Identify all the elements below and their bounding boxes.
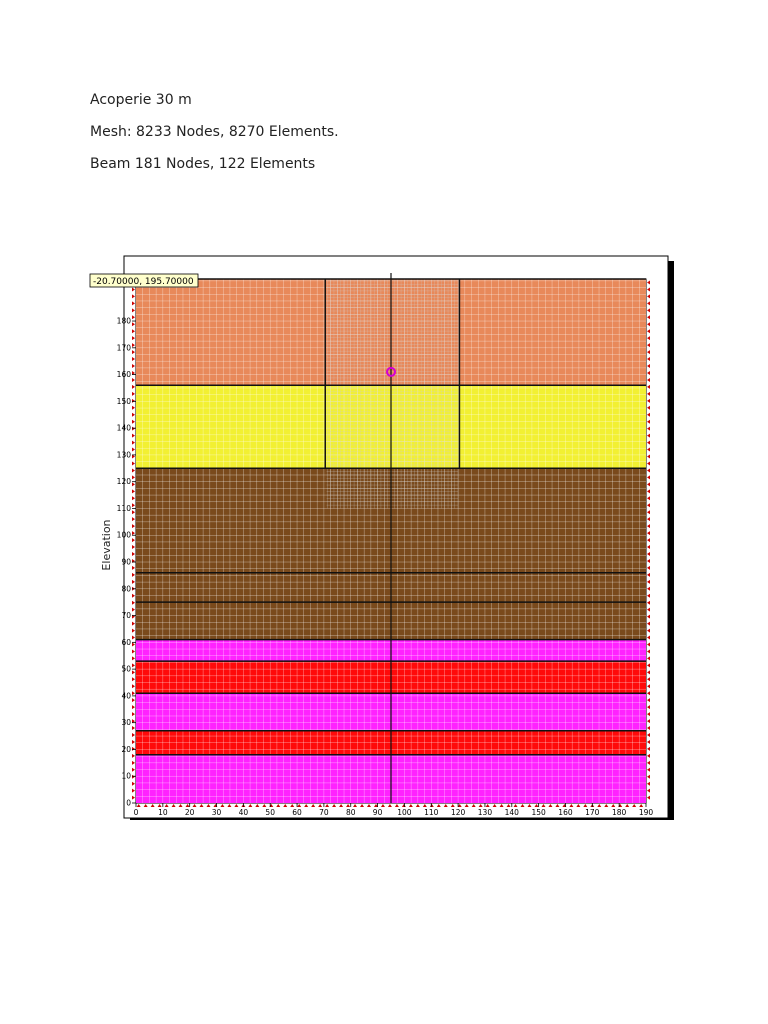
x-tick-label: 190 [638,808,654,817]
x-tick-label: 60 [292,808,302,817]
x-tick-label: 40 [238,808,249,817]
x-tick-label: 50 [265,808,275,817]
x-tick-label: 170 [585,808,600,817]
y-tick-label: 10 [121,771,131,781]
caption-mesh-info: Mesh: 8233 Nodes, 8270 Elements. [90,124,339,140]
x-tick-label: 140 [504,808,519,817]
caption-beam-info: Beam 181 Nodes, 122 Elements [90,156,316,172]
y-tick-label: 80 [121,584,131,594]
x-tick-label: 160 [558,808,573,817]
x-tick-label: 180 [611,808,627,817]
y-tick-label: 120 [116,477,131,487]
caption-title: Acoperie 30 m [90,92,192,108]
x-tick-label: 120 [450,808,466,817]
y-tick-label: 180 [116,316,131,326]
y-tick-label: 70 [121,611,131,621]
y-tick-label: 40 [121,691,131,701]
x-tick-label: 100 [397,808,412,817]
x-tick-label: 10 [158,808,168,817]
y-tick-label: 20 [121,744,131,754]
y-tick-label: 170 [116,343,131,353]
x-tick-label: 110 [424,808,439,817]
y-tick-label: 160 [116,370,131,380]
y-tick-label: 130 [116,450,131,460]
x-tick-label: 20 [184,808,195,817]
x-tick-label: 90 [372,808,383,817]
x-tick-label: 70 [319,808,329,817]
y-tick-label: 60 [121,637,131,647]
x-tick-label: 80 [345,808,356,817]
x-tick-label: 150 [531,808,546,817]
x-tick-label: 30 [211,808,222,817]
y-tick-label: 30 [121,718,131,728]
y-tick-label: 90 [121,557,131,567]
y-tick-label: 50 [121,664,131,674]
y-axis-label: Elevation [100,519,113,571]
x-tick-label: 130 [477,808,493,817]
y-tick-label: 140 [116,423,131,433]
x-tick-label: 0 [133,808,139,817]
y-tick-label: 0 [126,798,131,808]
y-tick-label: 110 [116,503,131,513]
y-tick-label: 100 [116,530,131,540]
coordinate-readout: -20.70000, 195.70000 [93,277,194,287]
y-tick-label: 150 [116,396,131,406]
